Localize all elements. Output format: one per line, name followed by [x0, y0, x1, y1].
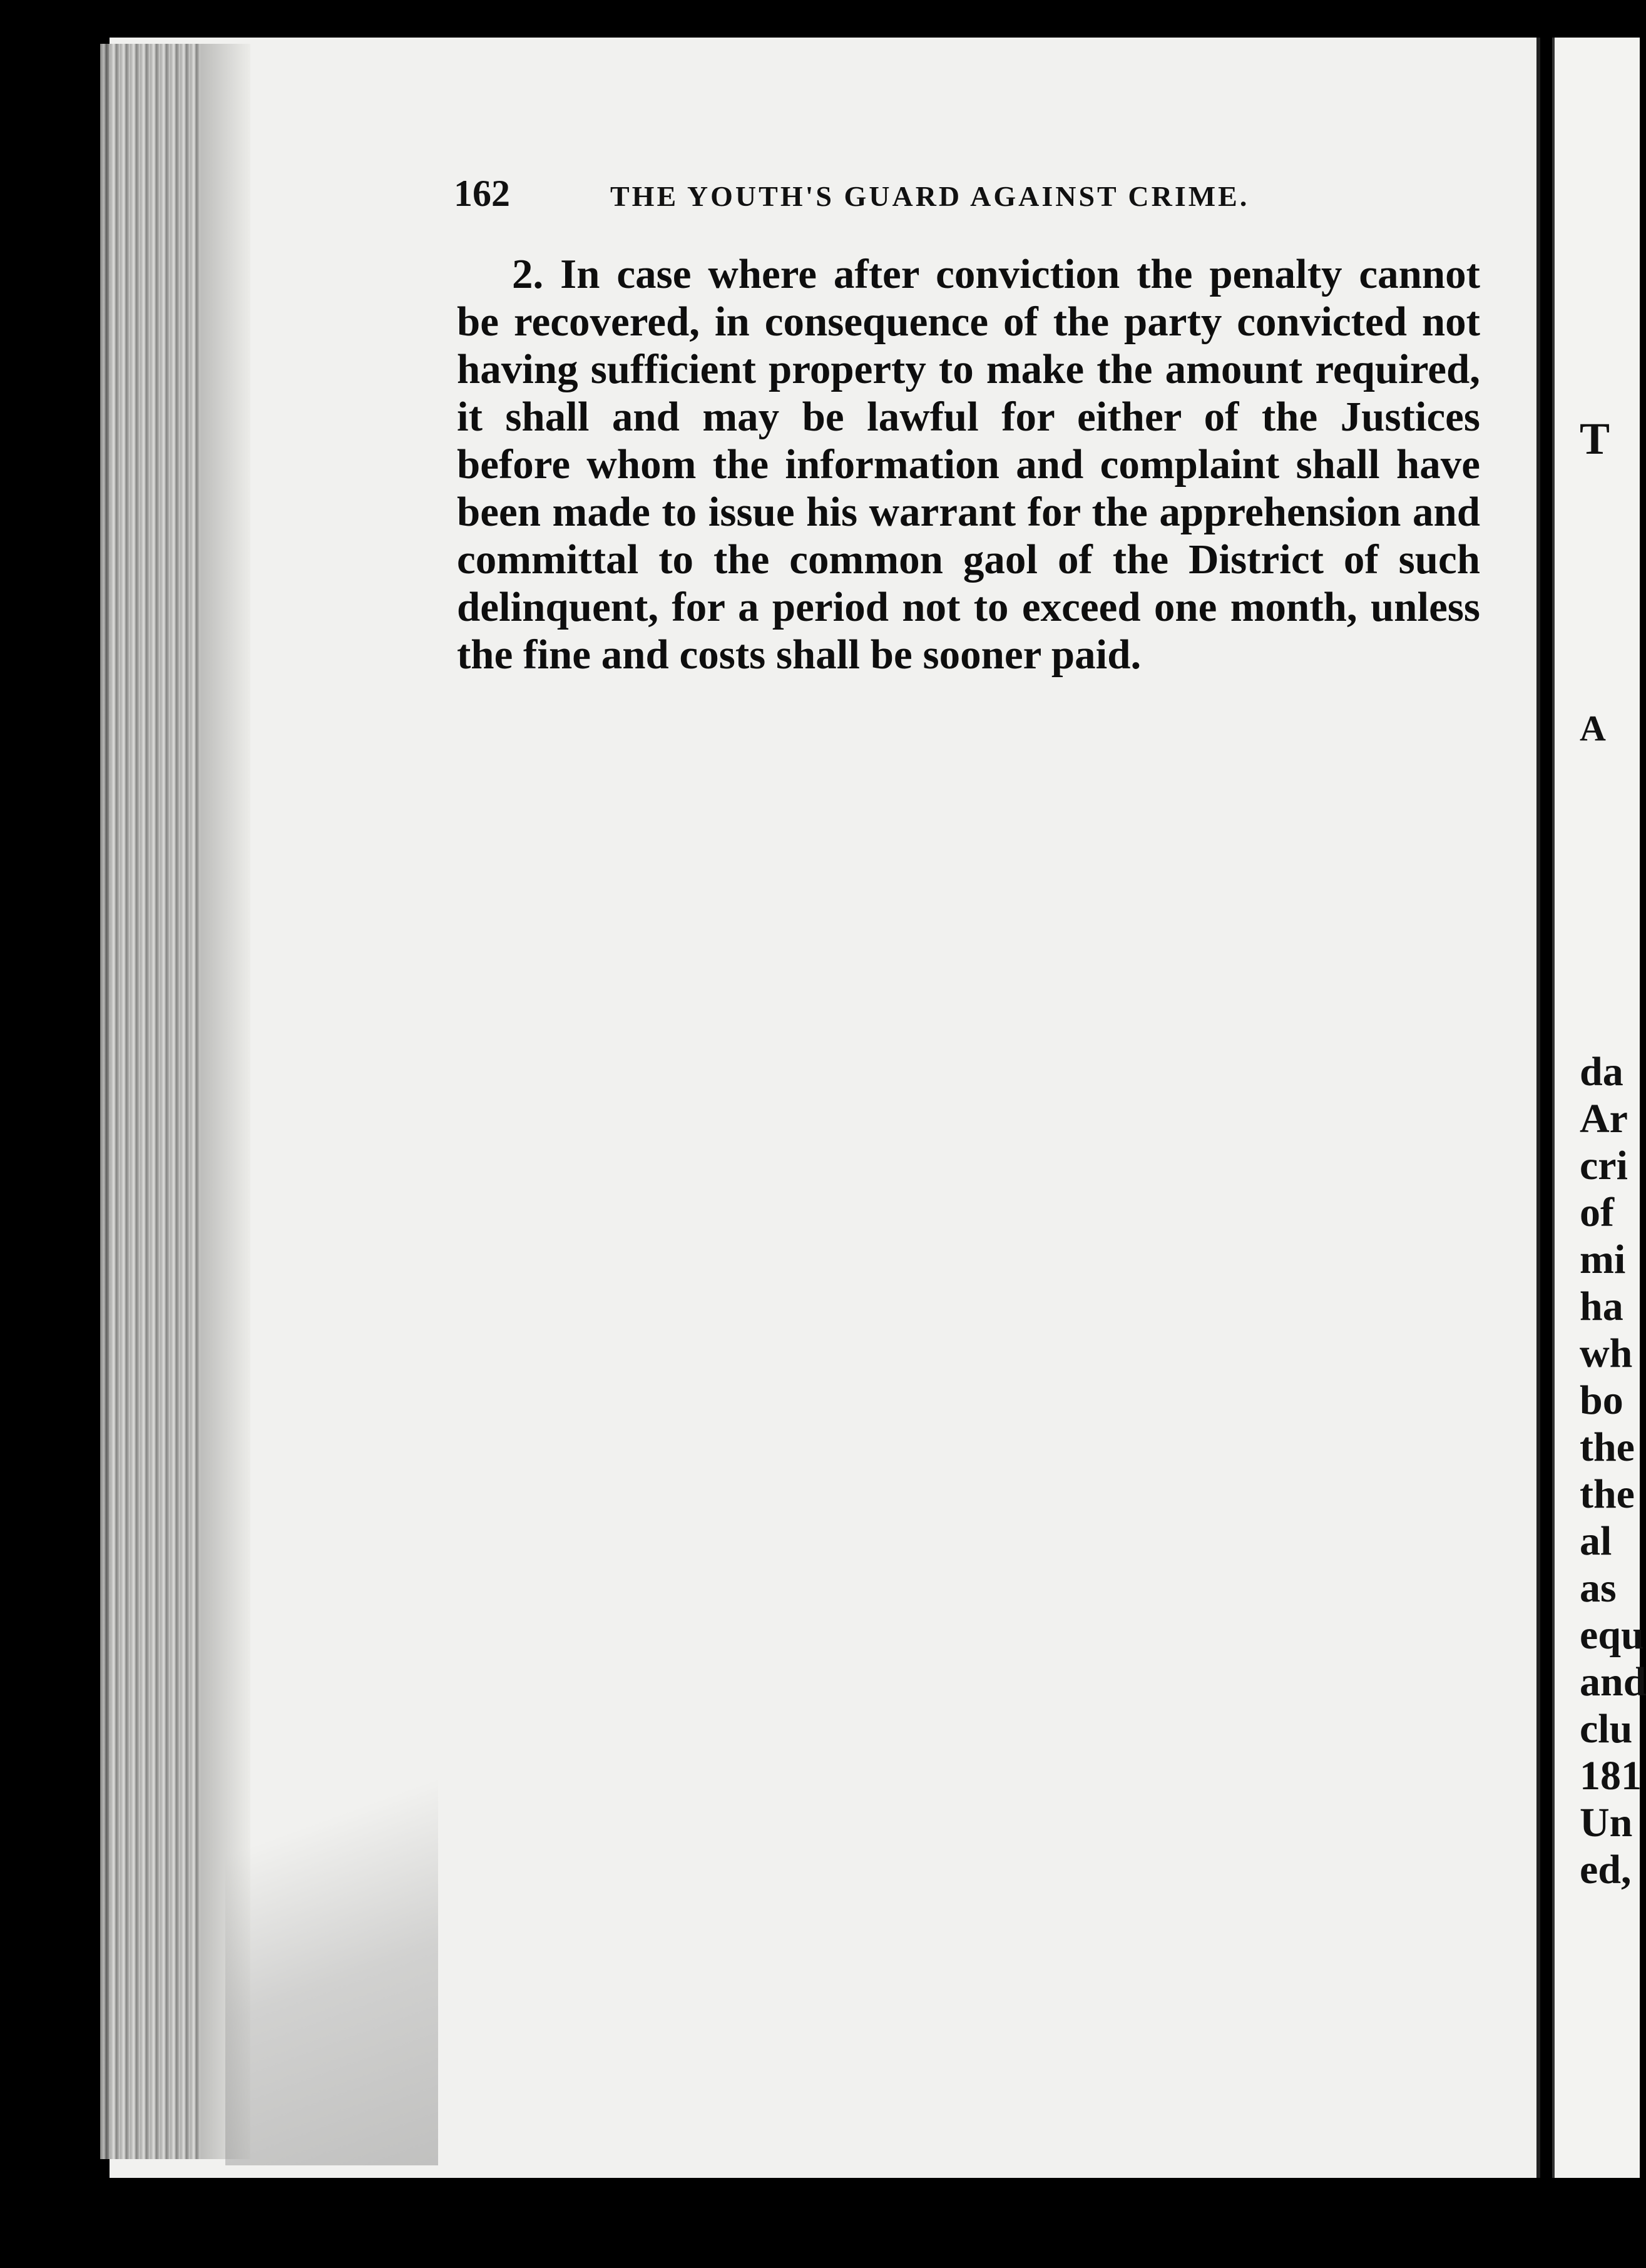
page-number: 162	[454, 173, 510, 214]
facing-fragment: T	[1580, 414, 1610, 464]
body-paragraph: 2. In case where after conviction the penalty cannot be recovered, in consequence of the party convicted not having sufficient property to make the amount required, it shall and may be lawful for either of the Justices before whom the information and complaint shall have been made to issue his warrant for the apprehension and committal to the common gaol of the District of such delinquent, for a period not to exceed one month, unless the fine and costs shall be sooner paid.	[457, 251, 1480, 678]
facing-fragment: bo	[1580, 1377, 1623, 1423]
facing-fragment: 181	[1580, 1753, 1642, 1799]
page-tear-shadow	[225, 1690, 438, 2165]
facing-fragment: of	[1580, 1190, 1614, 1235]
running-title: THE YOUTH'S GUARD AGAINST CRIME.	[610, 180, 1250, 212]
facing-fragment: al	[1580, 1518, 1612, 1564]
facing-fragment: ha	[1580, 1284, 1623, 1329]
facing-fragment: cri	[1580, 1143, 1628, 1188]
facing-fragment: wh	[1580, 1331, 1633, 1376]
facing-fragment: clu	[1580, 1706, 1633, 1752]
facing-fragment: A	[1580, 708, 1606, 748]
running-head	[454, 172, 1411, 215]
facing-fragment: ed,	[1580, 1847, 1632, 1893]
facing-fragment: mi	[1580, 1237, 1626, 1282]
facing-fragment: the	[1580, 1424, 1635, 1470]
facing-fragment: the	[1580, 1471, 1635, 1517]
facing-fragment: equ	[1580, 1612, 1644, 1658]
facing-fragment: Ar	[1580, 1096, 1628, 1142]
facing-page	[1552, 38, 1646, 2178]
facing-fragment: Un	[1580, 1800, 1633, 1846]
facing-fragment: and	[1580, 1659, 1646, 1705]
facing-fragment: as	[1580, 1565, 1617, 1611]
facing-fragment: da	[1580, 1049, 1623, 1095]
